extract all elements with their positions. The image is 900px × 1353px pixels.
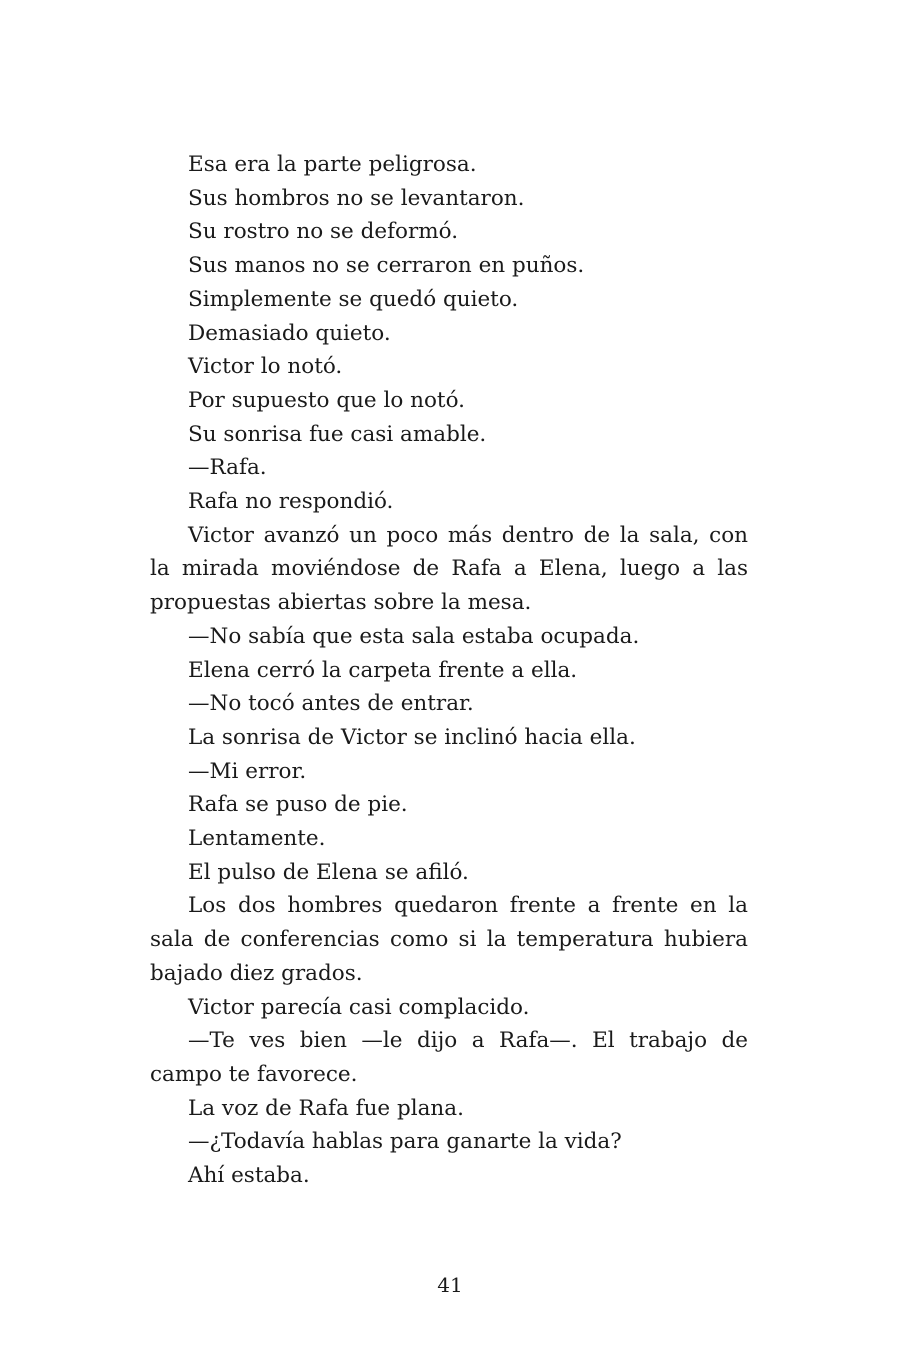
paragraph: Demasiado quieto. — [188, 320, 391, 346]
paragraph: Los dos hombres quedaron frente a frente en la sala de conferencias como si la temperatura hubiera bajado diez grados. — [150, 893, 748, 986]
paragraph: Su sonrisa fue casi amable. — [188, 421, 487, 447]
paragraph: Rafa no respondió. — [188, 489, 394, 515]
paragraph: Lentamente. — [188, 826, 326, 852]
paragraph: El pulso de Elena se afiló. — [188, 859, 469, 885]
paragraph: —Te ves bien —le dijo a Rafa—. El trabajo de campo te favorece. — [150, 1028, 748, 1087]
body-text — [150, 148, 748, 1193]
page-number: 41 — [437, 1273, 463, 1297]
paragraph: —Rafa. — [188, 455, 267, 481]
paragraph: —No sabía que esta sala estaba ocupada. — [188, 623, 640, 649]
paragraph: Su rostro no se deformó. — [188, 219, 459, 245]
paragraph: —Mi error. — [188, 758, 307, 784]
paragraph: Esa era la parte peligrosa. — [188, 152, 477, 177]
paragraph: —¿Todavía hablas para ganarte la vida? — [188, 1129, 622, 1155]
paragraph: —No tocó antes de entrar. — [188, 691, 474, 717]
paragraph: La sonrisa de Victor se inclinó hacia ella. — [188, 724, 636, 750]
paragraph: Sus manos no se cerraron en puños. — [188, 253, 585, 279]
paragraph: Sus hombros no se levantaron. — [188, 185, 525, 211]
paragraph: Elena cerró la carpeta frente a ella. — [188, 657, 578, 683]
paragraph: La voz de Rafa fue plana. — [188, 1095, 464, 1121]
paragraph: Victor avanzó un poco más dentro de la sala, con la mirada moviéndose de Rafa a Elena, luego a las propuestas abiertas sobre la mesa. — [150, 522, 748, 616]
paragraph: Victor lo notó. — [188, 354, 343, 380]
paragraph: Por supuesto que lo notó. — [188, 387, 465, 413]
paragraph: Rafa se puso de pie. — [188, 792, 408, 818]
paragraph: Victor parecía casi complacido. — [188, 994, 530, 1020]
paragraph: Ahí estaba. — [188, 1163, 310, 1189]
paragraph: Simplemente se quedó quieto. — [188, 286, 519, 312]
